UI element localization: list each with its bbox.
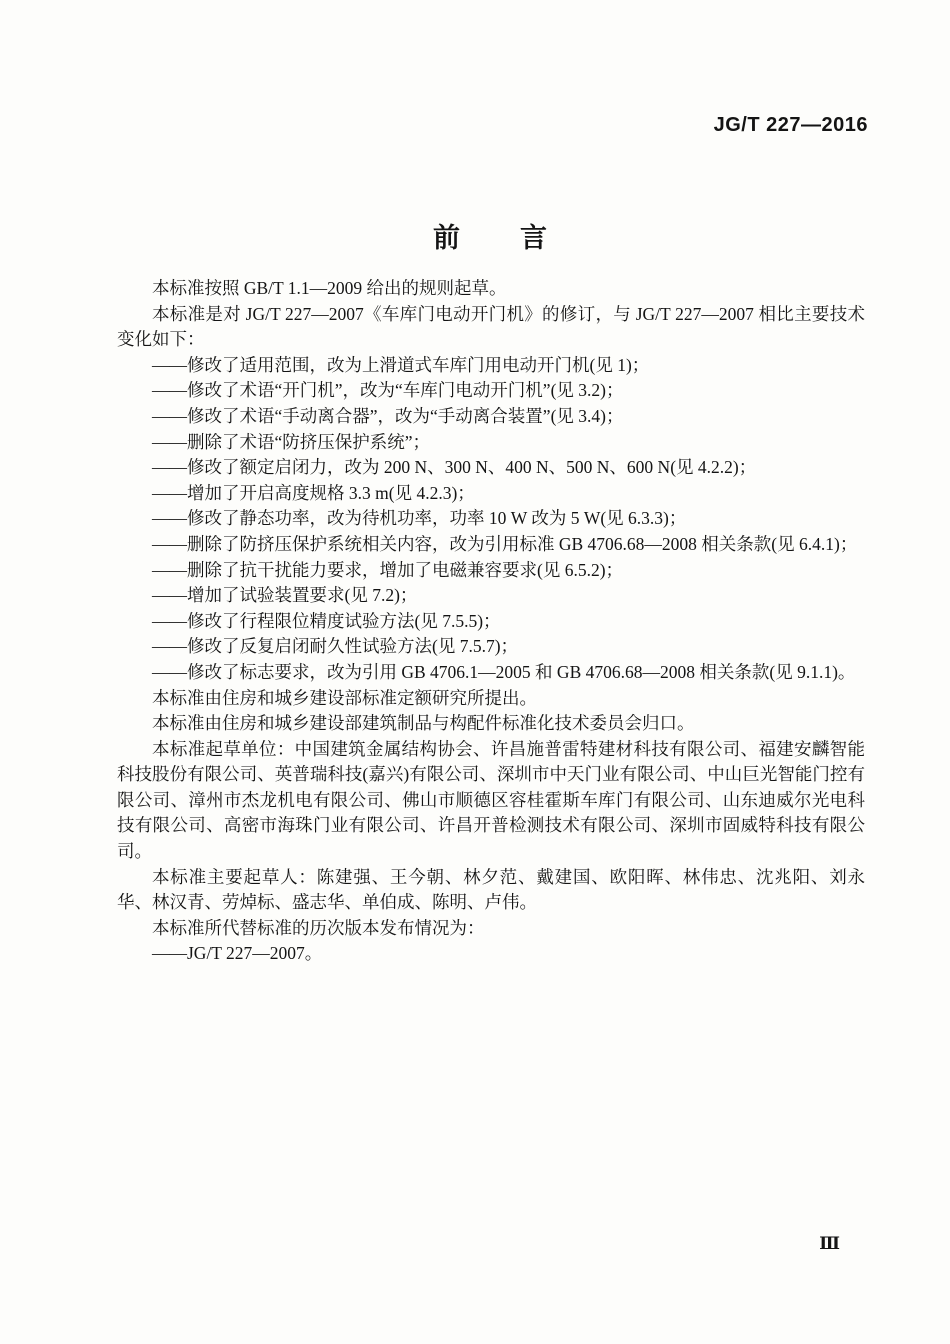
paragraph: ——增加了试验装置要求(见 7.2)； [152, 585, 418, 606]
paragraph: ——删除了术语“防挤压保护系统”； [152, 431, 431, 452]
paragraph: 本标准所代替标准的历次版本发布情况为： [152, 917, 485, 938]
paragraph: 本标准起草单位：中国建筑金属结构协会、许昌施普雷特建材科技有限公司、福建安麟智能科技股份有限公司、英普瑞科技(嘉兴)有限公司、深圳市中天门业有限公司、中山巨光智能门控有限公司、漳州市杰龙机电有限公司、佛山市顺德区容桂霍斯车库门有限公司、山东迪威尔光电科技有限公司、高密市海珠门业有限公司、许昌开普检测技术有限公司、深圳市固威特科技有限公司。 [117, 738, 865, 862]
paragraph: 本标准按照 GB/T 1.1—2009 给出的规则起草。 [152, 278, 507, 298]
page-title: 前 言 [433, 223, 549, 254]
foreword-body [117, 276, 865, 967]
paragraph: ——JG/T 227—2007。 [152, 943, 323, 964]
paragraph: ——修改了术语“手动离合器”，改为“手动离合装置”(见 3.4)； [152, 405, 624, 426]
standard-number: JG/T 227—2016 [713, 114, 868, 136]
paragraph: ——修改了适用范围，改为上滑道式车库门用电动开门机(见 1)； [152, 354, 650, 375]
paragraph: 本标准由住房和城乡建设部标准定额研究所提出。 [152, 687, 537, 708]
paragraph: ——删除了抗干扰能力要求，增加了电磁兼容要求(见 6.5.2)； [152, 559, 624, 580]
paragraph: ——修改了术语“开门机”，改为“车库门电动开门机”(见 3.2)； [152, 380, 624, 401]
paragraph: ——增加了开启高度规格 3.3 m(见 4.2.3)； [152, 482, 475, 503]
paragraph: ——删除了防挤压保护系统相关内容，改为引用标准 GB 4706.68—2008 相关条款(见 6.4.1)； [152, 533, 858, 554]
paragraph: ——修改了行程限位精度试验方法(见 7.5.5)； [152, 610, 501, 631]
paragraph: ——修改了额定启闭力，改为 200 N、300 N、400 N、500 N、600 N(见 4.2.2)； [152, 457, 757, 478]
paragraph: 本标准主要起草人：陈建强、王今朝、林夕范、戴建国、欧阳晖、林伟忠、沈兆阳、刘永华、林汉青、劳焯标、盛志华、单伯成、陈明、卢伟。 [117, 866, 865, 913]
page-number: Ⅲ [819, 1234, 840, 1253]
paragraph: ——修改了静态功率，改为待机功率，功率 10 W 改为 5 W(见 6.3.3)； [152, 508, 687, 529]
paragraph: 本标准是对 JG/T 227—2007《车库门电动开门机》的修订，与 JG/T 227—2007 相比主要技术变化如下： [117, 303, 865, 350]
paragraph: ——修改了反复启闭耐久性试验方法(见 7.5.7)； [152, 636, 519, 657]
paragraph: ——修改了标志要求，改为引用 GB 4706.1—2005 和 GB 4706.68—2008 相关条款(见 9.1.1)。 [152, 661, 856, 682]
paragraph: 本标准由住房和城乡建设部建筑制品与构配件标准化技术委员会归口。 [152, 713, 695, 734]
